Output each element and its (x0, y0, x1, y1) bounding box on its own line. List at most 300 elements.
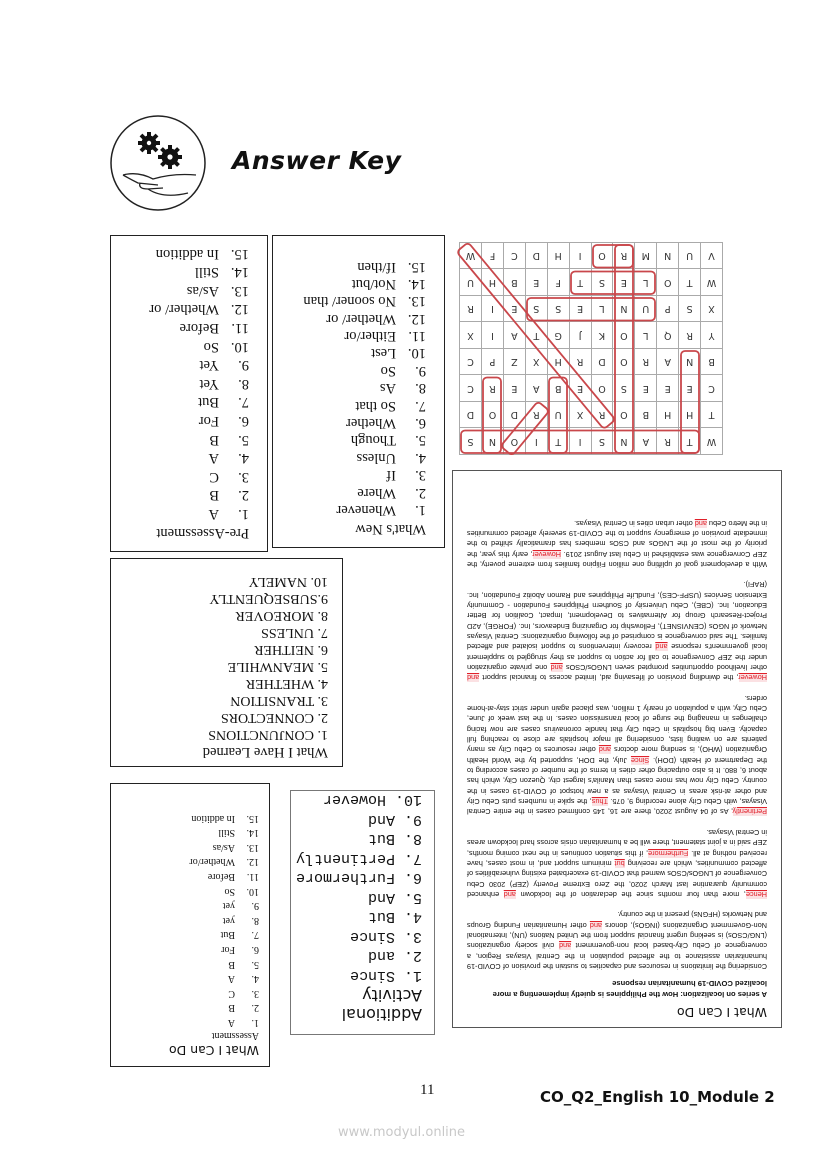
answer-number: 11. (408, 328, 426, 345)
grid-letter: T (701, 402, 723, 429)
answer-item (119, 336, 249, 355)
word-highlight (615, 245, 633, 453)
answer-number: 6. (251, 944, 259, 956)
answer-text: B (228, 1002, 235, 1014)
answer-number: 4. (251, 973, 259, 985)
answer-item (119, 243, 249, 262)
module-code: CO_Q2_English 10_Module 2 (540, 1088, 775, 1106)
grid-letter: V (701, 243, 723, 270)
answer-text: B (228, 958, 235, 970)
answer-item: 9.SUBSEQUENTLY (209, 591, 328, 606)
grid-letter: R (635, 349, 657, 376)
word-highlight (457, 242, 616, 429)
highlighted-connector: and (467, 673, 480, 683)
grid-letter: I (482, 322, 504, 349)
answer-text: So that (355, 397, 396, 414)
answer-number: 14. (246, 827, 259, 839)
article-text: , the dwindling provision of lifesaving aid, limited access to financial support (479, 673, 739, 683)
answer-text: B (209, 431, 219, 448)
answer-number: 14. (407, 276, 426, 293)
grid-letter: T (679, 428, 701, 455)
grid-letter: T (547, 428, 569, 455)
answer-text: So (203, 338, 219, 355)
article-text: , more than four months since the declaration of the lockdown (515, 889, 746, 899)
highlighted-connector: and (589, 920, 603, 930)
answer-text: A (227, 1017, 235, 1028)
grid-letter: S (525, 296, 547, 323)
answer-text: Before (207, 871, 235, 883)
answer-item (281, 396, 426, 413)
grid-letter: I (569, 428, 591, 455)
answer-text: In addition (191, 812, 235, 824)
whats-new-title: What's New (355, 521, 426, 537)
answer-number: 2. (415, 484, 426, 501)
answer-number: 5. (415, 432, 426, 449)
answer-number: 9. (415, 362, 426, 379)
page-number: 11 (420, 1082, 435, 1098)
grid-letter: P (657, 296, 679, 323)
answer-text: Whether/or (189, 856, 235, 868)
answer-number: 1. (238, 506, 249, 522)
pre-assessment-box (110, 235, 268, 552)
grid-letter: H (657, 402, 679, 429)
answer-item: 10. However (322, 791, 422, 809)
article-text: , early this year, the priority of the most of the LNGOs and CSOs members has dramatically shifted to the immediate provision of emergency support to the COVID-19 severely affected communities in the Metro Cebu (467, 518, 767, 559)
answer-number: 13. (230, 282, 249, 299)
answer-number: 3. (415, 467, 426, 484)
answer-item (117, 999, 259, 1014)
highlighted-connector: and (598, 745, 612, 755)
answer-text: Unless (356, 449, 396, 466)
highlighted-connector: and (655, 642, 668, 652)
answer-text: For (221, 944, 235, 956)
grid-letter: Q (657, 322, 679, 349)
article-section-title: What I Can Do (676, 1005, 767, 1020)
answer-number: 12. (230, 301, 249, 318)
answer-item: 3. Since (349, 928, 422, 945)
answer-item (117, 970, 259, 985)
answer-text: Lest (371, 345, 396, 362)
grid-letter: I (525, 428, 547, 455)
what-i-have-learned-list (119, 572, 328, 742)
answer-number: 15. (246, 812, 259, 824)
answer-number: 12. (407, 310, 426, 327)
answer-item (281, 448, 426, 465)
grid-letter: L (591, 296, 613, 323)
highlighted-connector: Thus (591, 797, 608, 807)
grid-letter: H (679, 402, 701, 429)
grid-letter: R (613, 243, 635, 270)
answer-text: A (208, 506, 219, 522)
what-i-have-learned-title: What I Have Learned (202, 744, 328, 760)
answer-item (117, 955, 259, 970)
answer-text: C (209, 468, 219, 485)
grid-letter: E (635, 375, 657, 402)
answer-number: 5. (238, 431, 249, 448)
article-headline: A series on localization: How the Philippines is quietly implementing a more localized COVID-19 humanitarian response (492, 979, 767, 999)
answer-number: 6. (238, 413, 249, 430)
answer-text: But (220, 929, 235, 941)
answer-number: 3. (251, 987, 259, 999)
answer-text: A (227, 973, 235, 985)
answer-item (281, 466, 426, 483)
word-highlight (527, 298, 655, 321)
grid-letter: E (679, 375, 701, 402)
grid-letter: H (547, 243, 569, 270)
answer-item (117, 897, 259, 912)
answer-number: 4. (415, 449, 426, 466)
grid-letter: N (657, 243, 679, 270)
answer-number: 9. (251, 900, 259, 912)
grid-letter: O (657, 269, 679, 296)
watermark: www.modyul.online (338, 1125, 466, 1140)
answer-item (281, 309, 426, 326)
article-paragraph (467, 692, 767, 816)
answer-number: 15. (407, 258, 426, 275)
answer-item: 5. MEANWHILE (227, 659, 328, 674)
grid-letter: A (503, 322, 525, 349)
answer-item (281, 379, 426, 396)
answer-item: 4. But (367, 908, 422, 926)
article-paragraph (467, 909, 767, 971)
answer-item: 5. And (367, 889, 422, 906)
grid-letter: D (525, 243, 547, 270)
what-i-have-learned-box (110, 558, 343, 767)
highlighted-connector: but (614, 858, 625, 868)
answer-item (281, 275, 426, 292)
grid-letter: S (613, 375, 635, 402)
answer-text: Where (357, 484, 396, 501)
answer-text: As/as (212, 841, 235, 853)
grid-letter: D (503, 402, 525, 429)
page-title: Answer Key (232, 146, 402, 175)
highlighted-connector: However (738, 673, 767, 683)
answer-text: If/then (357, 258, 396, 275)
answer-number: 8. (238, 375, 249, 392)
grid-letter: R (591, 402, 613, 429)
answer-item (117, 882, 259, 897)
grid-letter: B (547, 375, 569, 402)
grid-letter: B (635, 402, 657, 429)
highlighted-connector: Since (630, 755, 650, 765)
grid-letter: S (591, 269, 613, 296)
answer-item (281, 344, 426, 361)
gears-hand-icon (108, 113, 208, 213)
word-highlight (571, 272, 655, 295)
answer-number: 7. (251, 929, 259, 941)
answer-number: 7. (415, 397, 426, 414)
article-text: other Humanitarian Funding Groups and Networks (HFGNs) present in the country. (467, 910, 767, 930)
answer-item (281, 414, 426, 431)
answer-item (117, 867, 259, 882)
whats-new-box (272, 235, 445, 548)
highlighted-connector: Pertinently (733, 807, 767, 817)
answer-text: For (198, 413, 219, 430)
grid-letter: R (657, 428, 679, 455)
article-text: one private organization under the ZEP Convergence to call for action to support as they struggled to supplement local government's response (467, 642, 767, 673)
answer-item: 8. MOREOVER (235, 608, 328, 623)
article-text: recovery interventions to support isolated and affected families. The said convergence is comprised of the following organizations: Central Visayas Network of NGOs (CENVISNET), Fellowship for Organizing Endeavors, Inc. (FORGE), A2D Project-Research Group for Alternatives to Development, Impact, Coalition for Better Education, Inc. (CBE), Cebu University of Southern Philippines Foundation - Community Extension Services (USPF-CES), FundLife Philippines and Ramon Aboitiz Foundation, Inc. (RAFI). (467, 580, 767, 652)
answer-item (119, 299, 249, 318)
answer-item (281, 258, 426, 275)
answer-item: 1. Since (349, 967, 422, 984)
article-text: civil society organizations (LNG/CSOs) is seeking urgent financial support from the United Nations (UN), International Non-Government Organizations (INGOs), donors (466, 920, 767, 951)
answer-text: As/as (186, 282, 219, 299)
answer-text: Yet (199, 375, 219, 392)
grid-letter: L (635, 322, 657, 349)
answer-text: Not/but (351, 276, 396, 293)
article-text: Considering the limitations in resources and capacities to sustain the provision of COVID-19 humanitarian assistance to the affected population in the Central Visayas Region, a convergence of Cebu City-based local non-government (467, 941, 767, 971)
answer-number: 7. (238, 394, 249, 411)
word-highlight (483, 378, 501, 454)
answer-item (281, 501, 426, 518)
answer-item: 8. But (367, 830, 422, 848)
highlighted-connector: Furthermore (648, 848, 689, 858)
answer-item (117, 911, 259, 926)
grid-letter: A (635, 428, 657, 455)
article-text: With a development goal of uplifting one million Filipino families from extreme poverty, the ZEP Convergence was established in Cebu last August 2019. (467, 549, 767, 569)
answer-number: 10. (246, 885, 259, 897)
what-i-can-do-article-box (452, 470, 782, 1028)
article-body (467, 517, 767, 971)
answer-text: Whether/ or (149, 301, 219, 318)
answer-text: Still (194, 264, 219, 281)
answer-item (281, 327, 426, 344)
grid-letter: R (525, 402, 547, 429)
what-i-can-do-title: What I Can Do (168, 1043, 259, 1058)
answer-text: So (380, 362, 396, 379)
grid-letter: K (591, 322, 613, 349)
article-text: other resources to Cebu City as many patients are on waiting lists, considering all major hospitals are close to reaching full capacity. Even big hospitals in Cebu City that handle coronavirus cases are now facing challenges in managing the surge of local transmission cases. In the last week of June, Cebu City, with a population of nearly 1 million, was placed again under strict stay-at-home orders. (466, 693, 767, 755)
highlighted-connector: However (532, 549, 562, 559)
article-text: other livelihood opportunities prompted seven LNGOs/CSOs (562, 663, 767, 673)
answer-number: 8. (251, 914, 259, 926)
answer-number: 4. (238, 450, 249, 467)
grid-letter: O (613, 349, 635, 376)
additional-activity-box (290, 790, 435, 1035)
additional-activity-list (295, 789, 422, 984)
grid-letter: H (547, 349, 569, 376)
answer-item (117, 824, 259, 839)
answer-item: 7. Pertinently (295, 850, 422, 867)
answer-item (119, 262, 249, 281)
grid-letter: S (460, 428, 482, 455)
grid-letter: N (613, 428, 635, 455)
answer-item: 3. TRANSITION (230, 693, 328, 708)
highlighted-connector: and (503, 889, 516, 899)
answer-text: As (379, 380, 396, 397)
grid-letter: N (482, 428, 504, 455)
whats-new-list (281, 258, 426, 518)
answer-number: 12. (246, 856, 259, 868)
what-i-can-do-assessment-box (110, 783, 270, 1067)
answer-text: But (198, 394, 219, 411)
answer-item: 10. NAMELY (248, 574, 328, 589)
word-highlight (593, 245, 633, 268)
grid-letter: O (591, 375, 613, 402)
answer-number: 14. (230, 264, 249, 281)
article-text: enhanced community quarantine last March 2020, the Zero Extreme Poverty (ZEP) 2030 Cebu Convergence of LNGOs/CSOs warned that COVID-19 exacerbated existing vulnerabilities of affected communities, which are receiving (467, 858, 767, 899)
grid-letter: X (701, 296, 723, 323)
answer-item (119, 317, 249, 336)
word-highlight (549, 378, 567, 454)
grid-letter: B (701, 349, 723, 376)
answer-number: 5. (251, 958, 259, 970)
answer-number: 8. (415, 380, 426, 397)
answer-item (117, 853, 259, 868)
answer-number: 6. (415, 415, 426, 432)
highlighted-connector: and (559, 941, 572, 951)
answer-text: Either/or (344, 328, 396, 345)
answer-number: 11. (246, 871, 259, 883)
answer-item (281, 431, 426, 448)
grid-letter: T (569, 269, 591, 296)
article-paragraph (467, 827, 767, 899)
grid-letter: O (613, 322, 635, 349)
answer-number: 3. (238, 468, 249, 485)
answer-text: Whether/ or (326, 310, 396, 327)
grid-letter: N (679, 349, 701, 376)
pre-assessment-title: Pre-Assessment (156, 525, 249, 541)
grid-letter: C (460, 375, 482, 402)
answer-number: 1. (251, 1017, 259, 1028)
answer-item (117, 940, 259, 955)
grid-letter: R (679, 322, 701, 349)
grid-letter: E (569, 375, 591, 402)
grid-letter: C (460, 349, 482, 376)
article-paragraph (467, 579, 767, 682)
grid-letter: Z (503, 349, 525, 376)
answer-text: Before (179, 320, 219, 337)
grid-letter: C (701, 375, 723, 402)
answer-item (281, 292, 426, 309)
grid-letter: S (547, 296, 569, 323)
grid-letter: P (482, 349, 504, 376)
grid-letter: H (482, 269, 504, 296)
answer-item (281, 361, 426, 378)
word-search-grid (459, 243, 723, 455)
grid-letter: L (635, 269, 657, 296)
answer-number: 10. (407, 345, 426, 362)
grid-letter: U (547, 402, 569, 429)
grid-letter: S (591, 428, 613, 455)
highlighted-connector: Hence (745, 889, 767, 899)
answer-item (119, 485, 249, 504)
article-text: July, the DOH, supported by the World Health Organization (WHO), is sending more doctors (466, 745, 767, 765)
assessment-list (117, 809, 259, 1028)
answer-item (117, 926, 259, 941)
answer-text: Whether (346, 415, 396, 432)
word-search-highlights (459, 243, 723, 455)
answer-item (117, 809, 259, 824)
answer-number: 15. (230, 245, 249, 262)
grid-letter: S (679, 296, 701, 323)
answer-item (117, 838, 259, 853)
grid-letter: R (460, 296, 482, 323)
grid-letter: W (701, 428, 723, 455)
grid-letter: E (525, 269, 547, 296)
grid-letter: A (657, 349, 679, 376)
grid-letter: U (460, 269, 482, 296)
answer-item (119, 448, 249, 467)
answer-text: yet (222, 914, 235, 926)
grid-letter: X (525, 349, 547, 376)
grid-letter: U (635, 296, 657, 323)
answer-text: C (228, 987, 235, 999)
grid-letter: T (525, 322, 547, 349)
answer-text: yet (222, 900, 235, 912)
highlighted-connector: and (694, 518, 707, 528)
grid-letter: U (679, 243, 701, 270)
article-paragraph (467, 517, 767, 569)
answer-item (119, 466, 249, 485)
article-text: other urban cities in Central Visayas. (574, 518, 695, 528)
answer-item: 2. CONNECTORS (220, 710, 328, 725)
grid-letter: M (635, 243, 657, 270)
answer-number: 13. (407, 293, 426, 310)
answer-text: B (209, 487, 219, 504)
answer-text: If (386, 467, 396, 484)
word-highlight (501, 401, 550, 456)
pre-assessment-list (119, 243, 249, 522)
article-text: , the spike in numbers puts Cebu City and other at-risk areas in Central Visayas as a new hotspot of COVID-19 cases in the country. Cebu City now has more cases than Manila's largest city, Quezon City, which has about 6, 880. It is also outpacing other cities in terms of the number of cases according to the Department of Health (DOH). (467, 755, 767, 807)
grid-letter: O (613, 402, 635, 429)
answer-item: 1. CONJUNCTIONS (208, 727, 328, 742)
answer-item (119, 429, 249, 448)
answer-item (281, 483, 426, 500)
article-text: , As of 04 August 2020, there are 16, 145 confirmed cases in the entire Central Visayas, with Cebu City alone recording 9, 075. (467, 797, 767, 817)
grid-letter: X (460, 322, 482, 349)
grid-letter: B (503, 269, 525, 296)
grid-letter: N (613, 296, 635, 323)
grid-letter: O (482, 402, 504, 429)
answer-item (119, 503, 249, 522)
answer-number: 2. (238, 487, 249, 504)
answer-item: 9. And (367, 811, 422, 828)
grid-letter: E (503, 375, 525, 402)
answer-item (119, 410, 249, 429)
grid-letter: E (503, 296, 525, 323)
grid-letter: W (460, 243, 482, 270)
answer-item (117, 1013, 259, 1028)
grid-letter: D (460, 402, 482, 429)
answer-number: 11. (231, 320, 249, 337)
grid-letter: F (547, 269, 569, 296)
answer-item: 6. Furthermore (295, 869, 422, 887)
article-text: minimum support and, in most cases, have received nothing at all. (466, 848, 767, 868)
article-text: , if this situation continues in the next coming months, ZEP said in a joint statement, there will be a humanitarian crisis across hard lockdown areas in Central Visayas. (467, 827, 767, 858)
answer-text: Yet (199, 357, 219, 374)
answer-number: 9. (238, 357, 249, 374)
grid-letter: T (679, 269, 701, 296)
grid-letter: D (591, 349, 613, 376)
answer-item: 2. and (367, 947, 422, 965)
answer-item: 6. NEITHER (254, 642, 328, 657)
answer-number: 10. (230, 338, 249, 355)
answer-item (119, 392, 249, 411)
answer-text: Whenever (336, 502, 396, 518)
answer-text: In addition (155, 245, 219, 262)
grid-letter: I (482, 296, 504, 323)
word-highlight (681, 351, 699, 453)
grid-letter: W (701, 269, 723, 296)
grid-letter: E (569, 296, 591, 323)
grid-letter: E (613, 269, 635, 296)
additional-activity-title: Additional Activity (341, 986, 422, 1024)
answer-text: No sooner/ than (303, 293, 396, 310)
grid-letter: A (525, 375, 547, 402)
answer-item (117, 984, 259, 999)
